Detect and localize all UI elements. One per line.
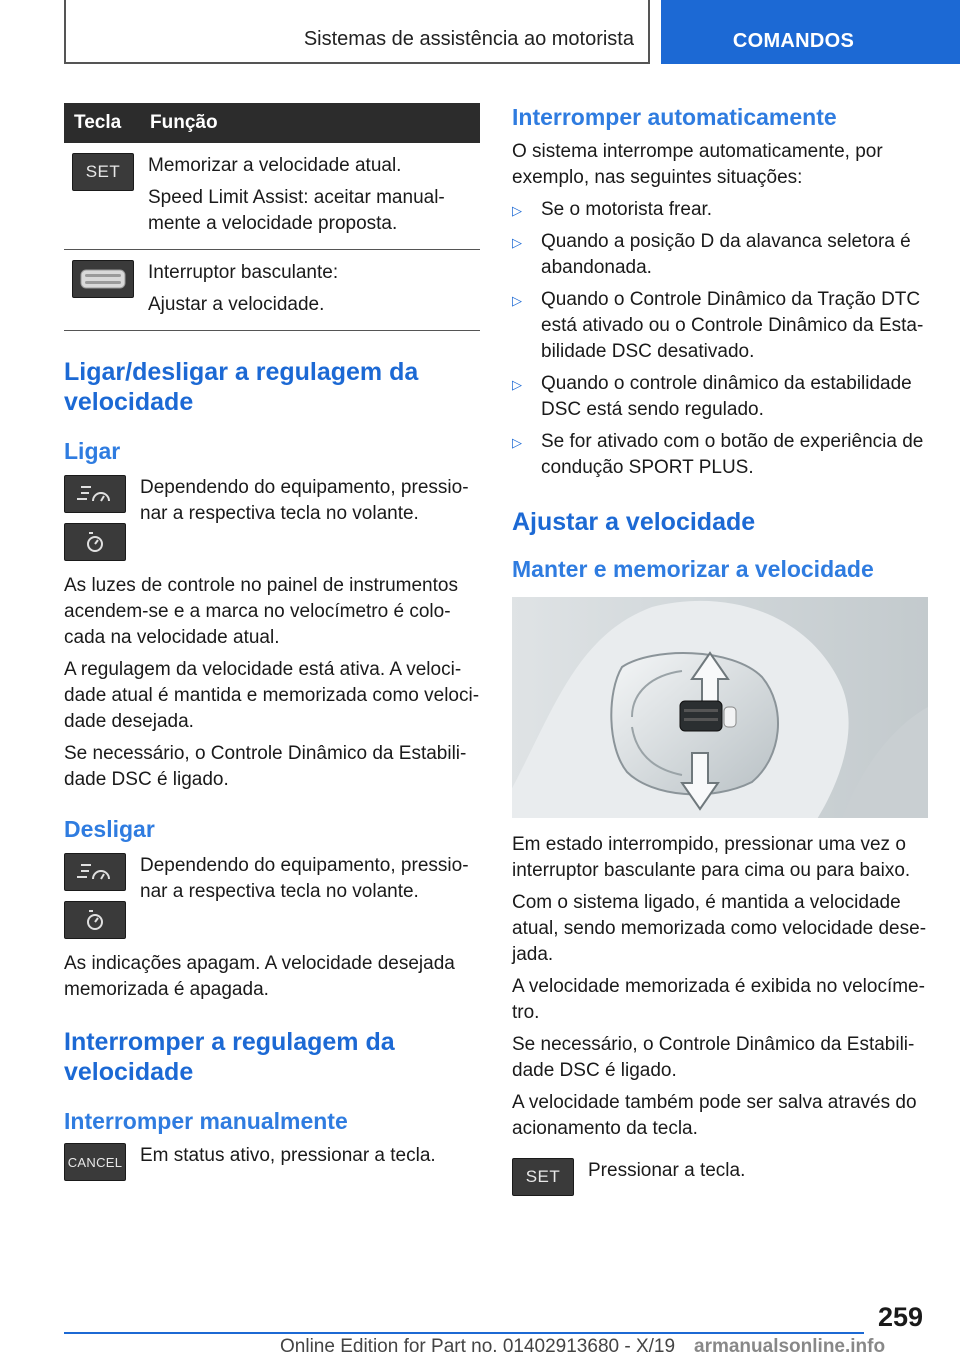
press-instruction: Pressionar a tecla.	[588, 1160, 746, 1181]
speed-limiter-icon	[64, 901, 126, 939]
cancel-key-icon: CANCEL	[64, 1143, 126, 1181]
speed-limiter-icon	[64, 523, 126, 561]
manual-instruction: Em status ativo, pressionar a tecla.	[140, 1145, 436, 1166]
heading-manual: Interromper manualmente	[64, 1108, 348, 1134]
heading-interrupt: Interromper a regulagem da velocidade	[64, 1028, 395, 1086]
keep-paragraph: A velocidade memorizada é exibida no velocímetro.	[512, 976, 925, 1023]
triangle-bullet-icon: ▷	[512, 293, 522, 308]
triangle-bullet-icon: ▷	[512, 377, 522, 392]
triangle-bullet-icon: ▷	[512, 203, 522, 218]
list-item: ▷ Se o motorista frear.	[512, 197, 928, 223]
header-section-box	[64, 0, 650, 64]
table-header-row	[64, 103, 480, 143]
left-column	[64, 103, 480, 1181]
table-cell-text: Ajustar a velocidade.	[148, 294, 325, 315]
auto-intro: O sistema interrompe automaticamente, por exemplo, nas seguintes situações:	[512, 141, 883, 188]
off-key-row	[64, 853, 480, 939]
list-item: ▷ Quando a posição D da alavanca seletora é abandonada.	[512, 231, 911, 278]
keep-paragraph: A velocidade também pode ser salva através do acionamento da tecla.	[512, 1092, 917, 1139]
heading-off: Desligar	[64, 816, 155, 842]
keep-paragraph: Com o sistema ligado, é mantida a velocidade atual, sendo memorizada como velocidade desejada.	[512, 892, 927, 965]
keep-paragraph: Em estado interrompido, pressionar uma vez o interruptor basculante para cima ou para baixo.	[512, 834, 911, 881]
list-item: ▷ Quando o Controle Dinâmico da Tração DTC está ativado ou o Controle Dinâmico da Estabilidade DSC desativado.	[512, 289, 924, 362]
heading-adjust: Ajustar a velocidade	[512, 508, 756, 536]
on-paragraph: A regulagem da velocidade está ativa. A velocidade atual é mantida e memorizada como velocidade desejada.	[64, 659, 480, 732]
header-chapter-label: COMANDOS	[732, 30, 855, 52]
set-key-row	[512, 1158, 928, 1196]
cancel-key-row	[64, 1143, 480, 1181]
header-chapter-tab	[661, 0, 960, 64]
right-column	[512, 103, 928, 1196]
on-instruction: Dependendo do equipamento, pressionar a respectiva tecla no volante.	[140, 477, 469, 524]
table-cell-text: Interruptor basculante:	[148, 262, 339, 283]
rocker-switch-icon	[72, 260, 134, 298]
table-cell-text: Speed Limit Assist: aceitar manualmente a velocidade proposta.	[148, 187, 445, 234]
off-paragraph: As indicações apagam. A velocidade desejada memorizada é apagada.	[64, 953, 455, 1000]
set-key-icon: SET	[512, 1158, 574, 1196]
heading-on: Ligar	[64, 438, 121, 464]
triangle-bullet-icon: ▷	[512, 435, 522, 450]
table-cell-text: Memorizar a velocidade atual.	[148, 155, 402, 176]
keep-paragraph: Se necessário, o Controle Dinâmico da Estabilidade DSC é ligado.	[512, 1034, 915, 1081]
heading-keep: Manter e memorizar a velocidade	[512, 556, 874, 582]
auto-list	[512, 197, 928, 481]
heading-onoff: Ligar/desligar a regulagem da velocidade	[64, 358, 419, 416]
footer-watermark: armanualsonline.info	[694, 1336, 886, 1357]
cruise-control-icon	[64, 853, 126, 891]
list-item: ▷ Quando o controle dinâmico da estabilidade DSC está sendo regulado.	[512, 373, 912, 420]
table-header-function: Função	[140, 103, 480, 143]
table-row	[64, 250, 480, 331]
table-row	[64, 143, 480, 250]
page-number: 259	[878, 1302, 924, 1332]
on-paragraph: Se necessário, o Controle Dinâmico da Estabilidade DSC é ligado.	[64, 743, 467, 790]
on-key-row	[64, 475, 480, 561]
triangle-bullet-icon: ▷	[512, 235, 522, 250]
key-function-table	[64, 103, 480, 331]
steering-wheel-photo	[512, 597, 928, 818]
heading-auto: Interromper automaticamente	[512, 104, 837, 130]
set-key-icon: SET	[72, 153, 134, 191]
footer-divider	[64, 1332, 864, 1334]
cruise-control-icon	[64, 475, 126, 513]
footer-edition: Online Edition for Part no. 01402913680 - X/19	[280, 1336, 676, 1357]
list-item: ▷ Se for ativado com o botão de experiência de condução SPORT PLUS.	[512, 431, 924, 478]
on-paragraph: As luzes de controle no painel de instrumentos acendem-se e a marca no velocímetro é colocada na velocidade atual.	[64, 575, 458, 648]
header-section-title: Sistemas de assistência ao motorista	[303, 28, 634, 50]
off-instruction: Dependendo do equipamento, pressionar a respectiva tecla no volante.	[140, 855, 469, 902]
table-header-key: Tecla	[64, 103, 140, 143]
